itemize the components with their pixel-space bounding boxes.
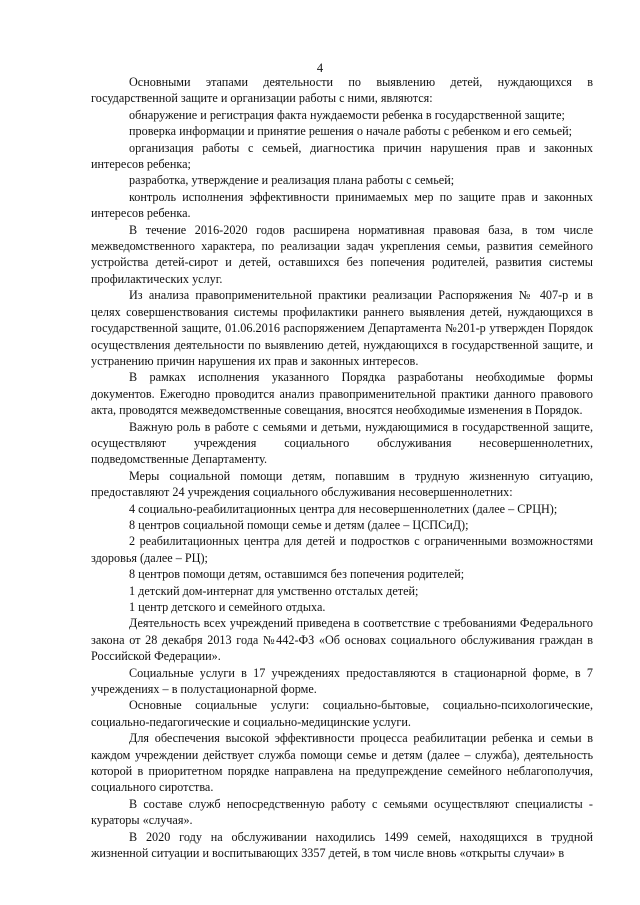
paragraph: обнаружение и регистрация факта нуждаемости ребенка в государственной защите; (129, 107, 565, 122)
paragraph: Социальные услуги в 17 учреждениях предоставляются в стационарной форме, в 7 учреждениях – в полустационарной форме. (91, 665, 593, 697)
paragraph: В 2020 году на обслуживании находились 1499 семей, находящихся в трудной жизненной ситуации и воспитывающих 3357 детей, в том числе вновь «открыты случаи» в (91, 829, 593, 861)
body-text (91, 74, 593, 862)
list-item: 8 центров социальной помощи семье и детям (далее – ЦСПСиД); (129, 517, 469, 532)
paragraph: В течение 2016-2020 годов расширена нормативная правовая база, в том числе межведомственного характера, по реализации задач укрепления семьи, развития семейного устройства детей-сирот и детей, оставшихся без попечения родителей, развития системы профилактических услуг. (91, 222, 593, 286)
list-item: 4 социально-реабилитационных центра для несовершеннолетних (далее – СРЦН); (129, 501, 558, 516)
paragraph: разработка, утверждение и реализация плана работы с семьей; (129, 173, 455, 188)
paragraph: Основными этапами деятельности по выявлению детей, нуждающихся в государственной защите и организации работы с ними, являются: (91, 75, 593, 106)
paragraph: Основные социальные услуги: социально-бытовые, социально-психологические, социально-педагогические и социально-медицинские услуги. (91, 698, 593, 729)
paragraph: В рамках исполнения указанного Порядка разработаны необходимые формы документов. Ежегодно проводится анализ правоприменительной практики данного правового акта, проводятся межведомственные совещания, вносятся необходимые изменения в Порядок. (91, 370, 593, 418)
paragraph: Деятельность всех учреждений приведена в соответствие с требованиями Федерального закона от 28 декабря 2013 года №442-ФЗ «Об основах социального обслуживания граждан в Российской Федерации». (91, 616, 593, 664)
paragraph: Из анализа правоприменительной практики реализации Распоряжения № 407-р и в целях совершенствования системы профилактики раннего выявления детей, нуждающихся в государственной защите, 01.06.2016 распоряжением Департамента №201-р утвержден Порядок осуществления деятельности по выявлению детей, нуждающихся в государственной защите, и устранению причин нарушения их прав и законных интересов. (91, 288, 593, 368)
paragraph: организация работы с семьей, диагностика причин нарушения прав и законных интересов ребенка; (91, 140, 593, 172)
paragraph: В составе служб непосредственную работу с семьями осуществляют специалисты - кураторы «случая». (91, 796, 593, 828)
list-item: 2 реабилитационных центра для детей и подростков с ограниченными возможностями здоровья (далее – РЦ); (91, 534, 593, 565)
paragraph: Важную роль в работе с семьями и детьми, нуждающимися в государственной защите, осуществляют учреждения социального обслуживания несовершеннолетних, подведомственные Департаменту. (91, 419, 593, 467)
paragraph: Для обеспечения высокой эффективности процесса реабилитации ребенка и семьи в каждом учреждении действует служба помощи семье и детям (далее – служба), деятельность которой в приоритетном порядке направлена на предупреждение семейного неблагополучия, социального сиротства. (91, 731, 593, 795)
page-number: 4 (316, 61, 324, 75)
paragraph: проверка информации и принятие решения о начале работы с ребенком и его семьей; (129, 124, 573, 139)
list-item: 1 центр детского и семейного отдыха. (129, 600, 326, 614)
list-item: 8 центров помощи детям, оставшимся без попечения родителей; (129, 567, 465, 582)
paragraph: Меры социальной помощи детям, попавшим в трудную жизненную ситуацию, предоставляют 24 учреждения социального обслуживания несовершеннолетних: (91, 468, 593, 500)
paragraph: контроль исполнения эффективности принимаемых мер по защите прав и законных интересов ребенка. (91, 189, 593, 221)
list-item: 1 детский дом-интернат для умственно отсталых детей; (129, 583, 419, 598)
